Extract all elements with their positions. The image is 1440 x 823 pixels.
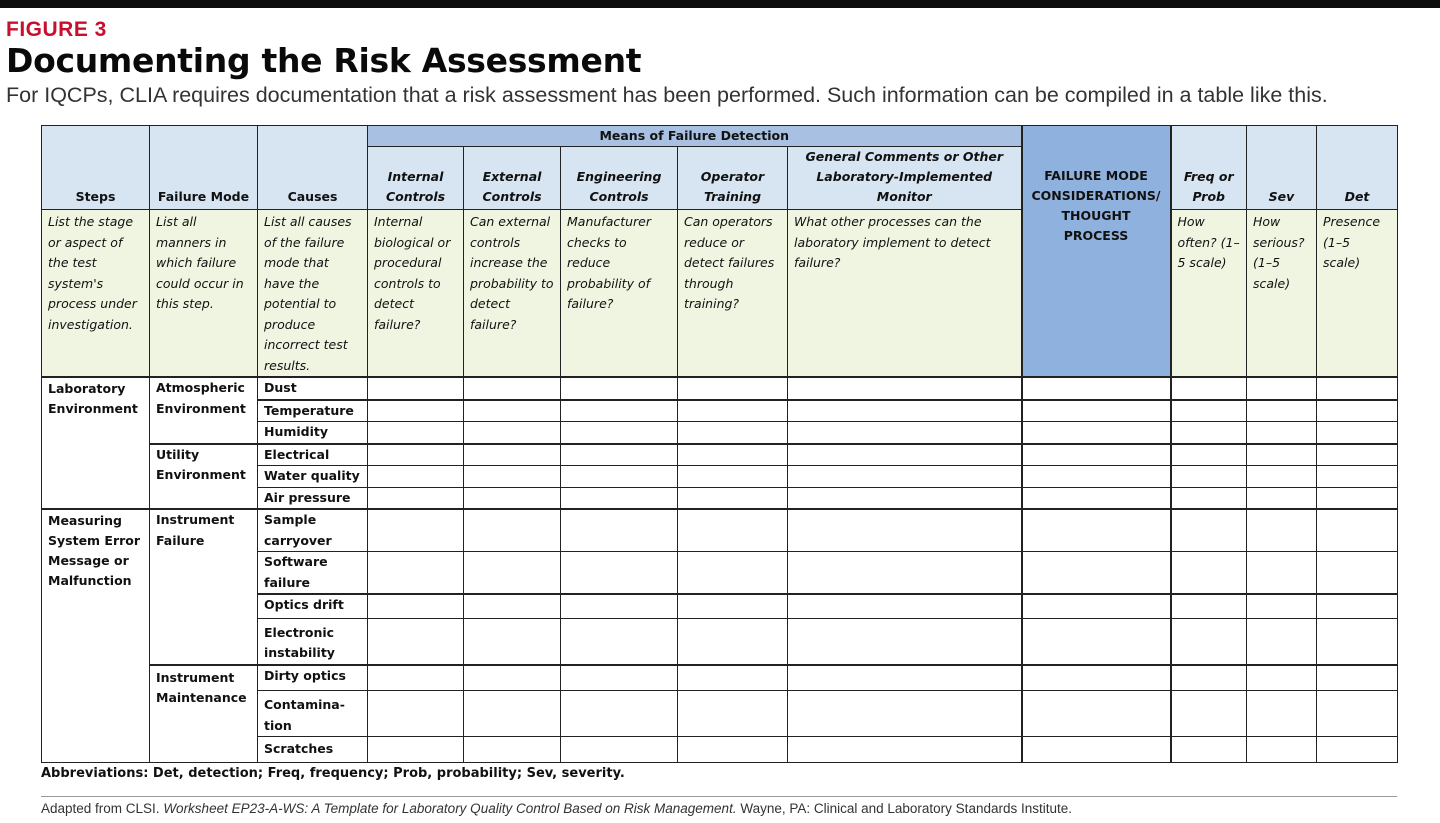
footer-divider [41,796,1397,797]
cause-cell: Humidity [258,422,368,444]
desc-failure-mode: List all manners in which failure could occur in this step. [150,210,258,378]
failure-mode-instrument-failure: Instrument Failure [150,509,258,665]
header-external-controls: External Controls [464,147,561,210]
desc-external: Can external controls increase the probability to detect failure? [464,210,561,378]
desc-internal: Internal biological or procedural controls to detect failure? [368,210,464,378]
figure-subtitle: For IQCPs, CLIA requires documentation that a risk assessment has been performed. Such information can be compiled in a table like this. [6,83,1328,107]
failure-mode-instrument-maintenance: Instrument Maintenance [150,665,258,763]
cause-cell: Scratches [258,737,368,763]
desc-sev: How serious? (1–5 scale) [1247,210,1317,378]
cause-cell: Optics drift [258,594,368,618]
abbreviations-label: Abbreviations: [41,766,149,781]
desc-steps: List the stage or aspect of the test system's process under investigation. [42,210,150,378]
header-engineering-controls: Engineering Controls [561,147,678,210]
failure-mode-utility: Utility Environment [150,444,258,510]
cause-cell: Software failure [258,552,368,595]
abbreviations-text: Det, detection; Freq, frequency; Prob, probability; Sev, severity. [148,766,625,781]
header-freq: Freq or Prob [1171,126,1247,210]
cause-cell: Electrical [258,444,368,466]
cause-cell: Water quality [258,466,368,488]
table-row [42,665,1398,691]
cause-cell: Contamina- tion [258,691,368,737]
figure-title: Documenting the Risk Assessment [6,41,642,80]
abbreviations-note [41,766,625,781]
header-causes: Causes [258,126,368,210]
cause-cell: Dirty optics [258,665,368,691]
failure-mode-atmospheric: Atmospheric Environment [150,377,258,444]
cause-cell: Electronic instability [258,618,368,665]
source-suffix: Wayne, PA: Clinical and Laboratory Standards Institute. [736,801,1073,816]
header-general-comments: General Comments or Other Laboratory-Implemented Monitor [788,147,1022,210]
header-sev: Sev [1247,126,1317,210]
header-operator-training: Operator Training [678,147,788,210]
header-failure-mode: Failure Mode [150,126,258,210]
cause-cell: Sample carryover [258,509,368,552]
desc-freq: How often? (1–5 scale) [1171,210,1247,378]
source-citation [41,801,1072,816]
table-row [42,377,1398,400]
desc-engineering: Manufacturer checks to reduce probability of failure? [561,210,678,378]
desc-general: What other processes can the laboratory implement to detect failure? [788,210,1022,378]
cause-cell: Temperature [258,400,368,422]
table-row [42,444,1398,466]
header-steps: Steps [42,126,150,210]
desc-causes: List all causes of the failure mode that have the potential to produce incorrect test results. [258,210,368,378]
desc-operator: Can operators reduce or detect failures through training? [678,210,788,378]
cause-cell: Dust [258,377,368,400]
header-det: Det [1317,126,1398,210]
figure-label: FIGURE 3 [6,18,107,41]
step-laboratory-environment: Laboratory Environment [42,377,150,509]
step-measuring-system-error: Measuring System Error Message or Malfunction [42,509,150,763]
top-rule [0,0,1440,8]
source-title: Worksheet EP23-A-WS: A Template for Laboratory Quality Control Based on Risk Management. [163,801,737,816]
header-means-of-failure-detection: Means of Failure Detection [368,126,1022,147]
source-prefix: Adapted from CLSI. [41,801,164,816]
risk-assessment-table [41,125,1398,763]
header-internal-controls: Internal Controls [368,147,464,210]
table-row [42,509,1398,552]
header-failure-mode-considerations: FAILURE MODE CONSIDERATIONS/ THOUGHT PROCESS [1022,126,1171,378]
desc-det: Presence (1–5 scale) [1317,210,1398,378]
cause-cell: Air pressure [258,487,368,509]
